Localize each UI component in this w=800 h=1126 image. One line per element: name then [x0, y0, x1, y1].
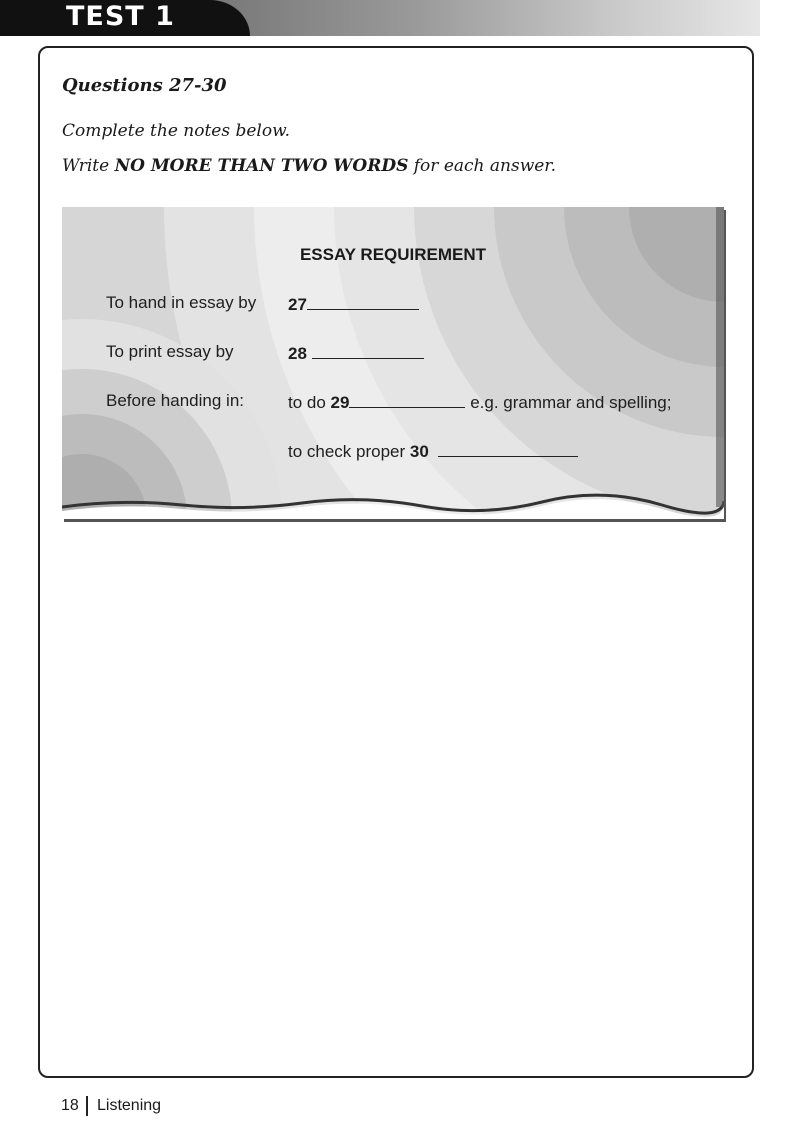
instruction-post: for each answer.	[408, 156, 556, 176]
instruction-word-limit	[62, 156, 556, 176]
row-pre-30: to check proper	[288, 442, 410, 461]
answer-blank-30[interactable]	[438, 440, 578, 457]
row-post-29: e.g. grammar and spelling;	[465, 393, 672, 412]
section-name: Listening	[97, 1097, 162, 1114]
row-pre-29: to do	[288, 393, 331, 412]
questions-heading: Questions 27-30	[62, 75, 227, 96]
answer-blank-27[interactable]	[307, 293, 419, 310]
page-frame	[38, 46, 754, 1078]
question-number-28: 28	[288, 344, 307, 363]
notes-panel	[62, 207, 724, 519]
row-label-before-handing: Before handing in:	[106, 391, 244, 410]
row-value-30	[288, 440, 578, 462]
answer-blank-28[interactable]	[312, 342, 424, 359]
question-number-27: 27	[288, 295, 307, 314]
row-value-27	[288, 293, 419, 315]
row-value-28	[288, 342, 424, 364]
question-number-29: 29	[330, 393, 350, 412]
instruction-complete-notes: Complete the notes below.	[62, 121, 291, 141]
row-label-hand-in: To hand in essay by	[106, 293, 257, 312]
notes-title: ESSAY REQUIREMENT	[299, 245, 487, 264]
page-number: 18	[61, 1097, 79, 1114]
instruction-bold: NO MORE THAN TWO WORDS	[114, 156, 409, 176]
instruction-pre: Write	[62, 156, 115, 176]
footer-divider	[86, 1096, 88, 1116]
answer-blank-29[interactable]	[349, 391, 465, 408]
row-value-29	[288, 391, 671, 413]
test-title: TEST 1	[66, 1, 175, 32]
row-label-print: To print essay by	[106, 342, 234, 361]
question-number-30: 30	[409, 442, 429, 461]
